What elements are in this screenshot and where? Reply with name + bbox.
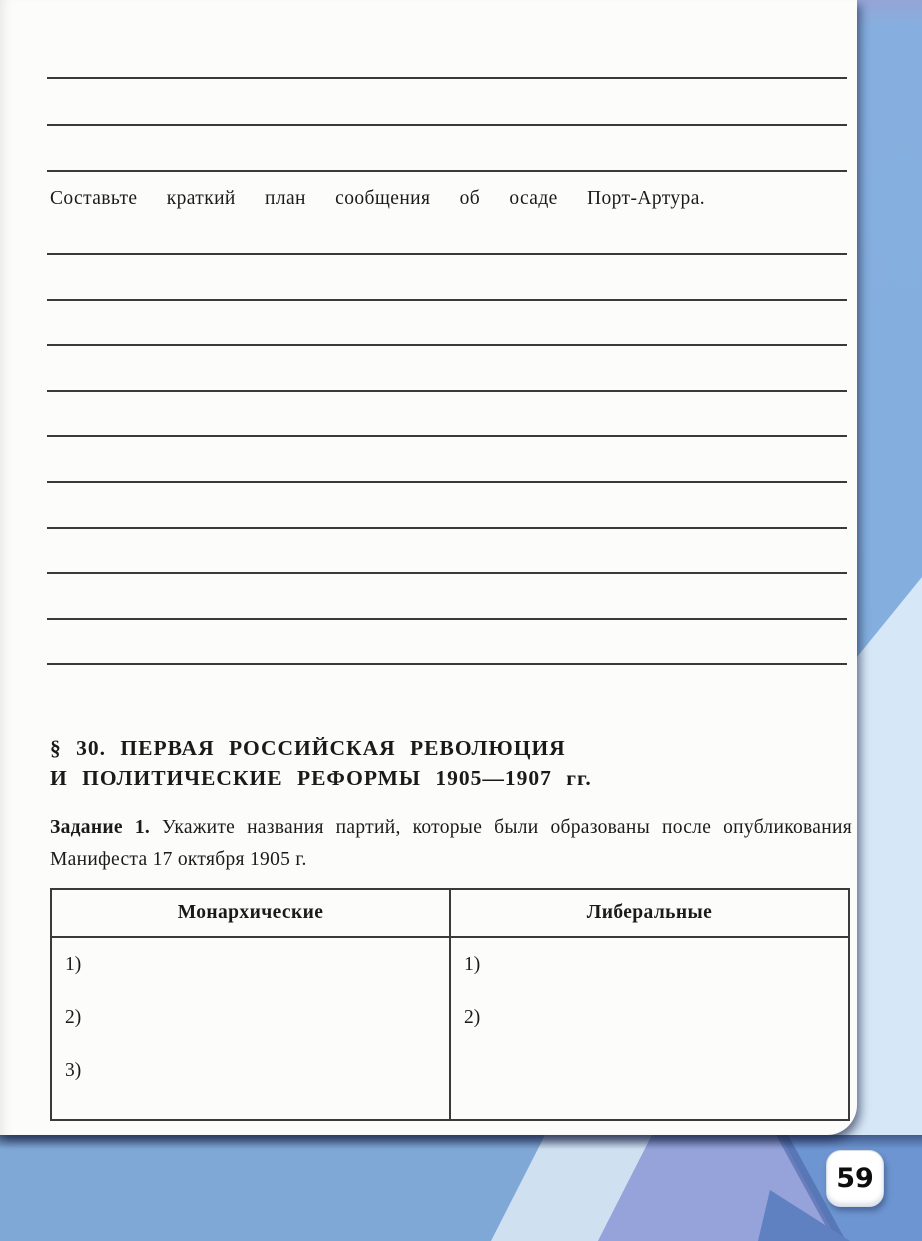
background-bottom-band	[0, 1135, 922, 1241]
table-item: 1)	[464, 954, 481, 975]
table-item: 3)	[65, 1060, 82, 1081]
writing-line	[47, 618, 847, 620]
table-item: 1)	[65, 954, 82, 975]
table-header-liberal: Либеральные	[451, 890, 848, 938]
writing-line	[47, 124, 847, 126]
writing-line	[47, 663, 847, 665]
page-number-badge	[826, 1150, 884, 1207]
table-header-monarchist: Монархические	[52, 890, 451, 938]
table-body-row	[52, 938, 848, 1119]
background-right-strip-dark-block	[857, 0, 922, 660]
writing-line	[47, 77, 847, 79]
writing-line	[47, 481, 847, 483]
writing-line	[47, 170, 847, 172]
table-cell-monarchist	[52, 938, 451, 1119]
writing-line	[47, 344, 847, 346]
page-number: 59	[836, 1163, 874, 1194]
background-right-strip	[857, 0, 922, 1135]
paper-drop-shadow	[0, 1135, 922, 1149]
table-header-row	[52, 890, 848, 938]
writing-line	[47, 572, 847, 574]
section-heading	[50, 733, 770, 793]
table-cell-liberal	[451, 938, 848, 1119]
prompt-text: Составьте краткий план сообщения об осаде Порт-Артура.	[50, 188, 706, 209]
writing-line	[47, 435, 847, 437]
writing-line	[47, 253, 847, 255]
task-text: Укажите названия партий, которые были образованы после опубликования Манифеста 17 октября 1905 г.	[50, 817, 852, 870]
writing-line	[47, 299, 847, 301]
writing-line	[47, 527, 847, 529]
task-paragraph	[50, 812, 852, 875]
table-item: 2)	[65, 1007, 82, 1028]
table-item: 2)	[464, 1007, 481, 1028]
section-heading-line2: И ПОЛИТИЧЕСКИЕ РЕФОРМЫ 1905—1907 гг.	[50, 766, 592, 790]
writing-line	[47, 390, 847, 392]
parties-table	[50, 888, 850, 1121]
section-heading-line1: § 30. ПЕРВАЯ РОССИЙСКАЯ РЕВОЛЮЦИЯ	[50, 736, 566, 760]
task-label: Задание 1.	[50, 817, 151, 838]
